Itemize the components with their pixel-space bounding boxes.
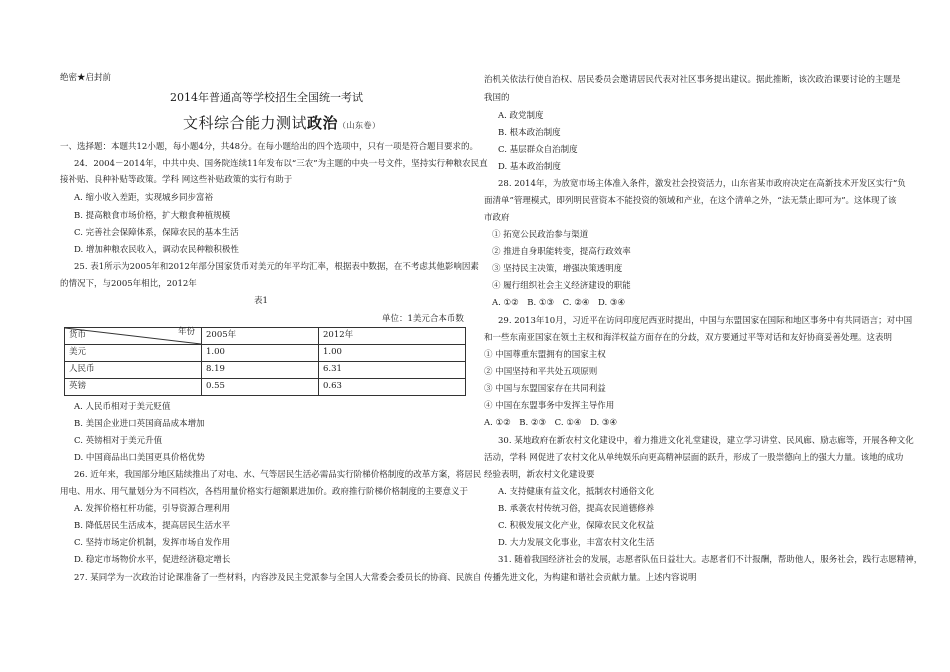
q28-item-3: ③ 坚持民主决策，增强决策透明度 (492, 264, 623, 274)
q30-option-c: C. 积极发展文化产业，保障农民文化权益 (498, 521, 655, 531)
header-year-2012: 2012年 (319, 328, 466, 345)
q25-stem-line-1: 25. 表1所示为2005年和2012年部分国家货币对美元的年平均汇率，根据表中数据，在不考虑其他影响因素 (74, 262, 479, 272)
q27-option-a: A. 政党制度 (498, 111, 544, 121)
q25-option-a: A. 人民币相对于美元贬值 (74, 402, 171, 412)
q28-options: A. ①② B. ①③ C. ②④ D. ③④ (492, 298, 626, 308)
q28-item-4: ④ 履行组织社会主义经济建设的职能 (492, 281, 631, 291)
q29-item-4: ④ 中国在东盟事务中发挥主导作用 (484, 401, 615, 411)
q30-stem-line-1: 30. 某地政府在新农村文化建设中，着力推进文化礼堂建设，建立学习讲堂、民风廊、励志廊等，开展各种文化 (498, 436, 914, 446)
header-year-2005: 2005年 (202, 328, 319, 345)
q25-option-d: D. 中国商品出口美国更具价格优势 (74, 453, 205, 463)
rate-2012: 0.63 (319, 379, 466, 396)
table-row (65, 362, 466, 379)
q31-stem-line-2: 传播先进文化，为构建和谐社会贡献力量。上述内容说明 (484, 573, 697, 583)
q24-option-d: D. 增加种粮农民收入，调动农民种粮积极性 (74, 245, 239, 255)
q27-option-c: C. 基层群众自治制度 (498, 145, 578, 155)
table-unit: 单位：1美元合本币数 (382, 314, 464, 324)
confidential-mark: 绝密★启封前 (60, 73, 112, 83)
table-row (65, 345, 466, 362)
q27-stem-line-1: 27. 某同学为一次政治讨论课准备了一些材料，内容涉及民主党派参与全国人大常委会委员长的协商、民族自 (74, 573, 482, 583)
q28-stem-line-1: 28. 2014年，为放宽市场主体准入条件，激发社会投资活力，山东省某市政府决定在高新技术开发区实行“负 (498, 179, 906, 189)
q30-option-d: D. 大力发展文化事业，丰富农村文化生活 (498, 538, 655, 548)
q29-options: A. ①② B. ②③ C. ①④ D. ③④ (484, 418, 618, 428)
currency-name: 人民币 (65, 362, 202, 379)
header-col-label: 年份 (177, 327, 195, 337)
q25-option-c: C. 英镑相对于美元升值 (74, 436, 163, 446)
q27-option-b: B. 根本政治制度 (498, 128, 561, 138)
q30-option-a: A. 支持健康有益文化，抵制农村通俗文化 (498, 487, 655, 497)
q30-option-b: B. 承袭农村传统习俗，提高农民道德修养 (498, 504, 655, 514)
q25-option-b: B. 美国企业进口英国商品成本增加 (74, 419, 205, 429)
rate-2005: 1.00 (202, 345, 319, 362)
q28-item-2: ② 推进自身职能转变，提高行政效率 (492, 247, 631, 257)
section-instructions: 一、选择题：本题共12小题，每小题4分，共48分。在每小题给出的四个选项中，只有一项是符合题目要求的。 (60, 142, 479, 152)
q26-option-c: C. 坚持市场定价机制，发挥市场自发作用 (74, 538, 231, 548)
table-row (65, 379, 466, 396)
currency-name: 英镑 (65, 379, 202, 396)
exchange-rate-table (64, 327, 466, 396)
q24-option-b: B. 提高粮食市场价格，扩大粮食种植规模 (74, 211, 231, 221)
q26-option-a: A. 发挥价格杠杆功能，引导资源合理利用 (74, 504, 231, 514)
q30-stem-line-3: 经验表明，新农村文化建设要 (484, 470, 595, 480)
q26-stem-line-1: 26. 近年来，我国部分地区陆续推出了对电、水、气等居民生活必需品实行阶梯价格制度的改革方案，将居民 (74, 470, 482, 480)
q31-stem-line-1: 31. 随着我国经济社会的发展，志愿者队伍日益壮大。志愿者们不计报酬，帮助他人，服务社会，践行志愿精神， (498, 555, 923, 565)
q27-option-d: D. 基本政治制度 (498, 162, 561, 172)
q29-item-3: ③ 中国与东盟国家存在共同利益 (484, 384, 606, 394)
q26-option-d: D. 稳定市场物价水平，促进经济稳定增长 (74, 555, 231, 565)
q27-stem-line-2: 治机关依法行使自治权、居民委员会邀请居民代表对社区事务提出建议。据此推断，该次政治课要讨论的主题是 (484, 75, 901, 85)
currency-name: 美元 (65, 345, 202, 362)
q24-stem-line-2: 接补贴、良种补贴等政策。学科 网这些补贴政策的实行有助于 (60, 175, 293, 185)
q29-item-1: ① 中国尊重东盟拥有的国家主权 (484, 350, 606, 360)
table-caption: 表1 (254, 296, 268, 306)
q26-option-b: B. 降低居民生活成本，提高居民生活水平 (74, 521, 231, 531)
q29-stem-line-1: 29. 2013年10月，习近平在访问印度尼西亚时提出，中国与东盟国家在国际和地区事务中有共同语言；对中国 (498, 316, 913, 326)
q24-stem-line-1: 24．2004－2014年，中共中央、国务院连续11年发布以“三农”为主题的中央一号文件，坚持实行种粮农民直 (74, 159, 488, 169)
rate-2005: 8.19 (202, 362, 319, 379)
q29-item-2: ② 中国坚持和平共处五项原则 (484, 367, 598, 377)
q28-stem-line-2: 面清单”管理模式，即列明民营资本不能投资的领域和产业，在这个清单之外，“法无禁止即可为”。这体现了该 (484, 196, 897, 206)
q25-stem-line-2: 的情况下，与2005年相比，2012年 (60, 279, 197, 289)
exam-title: 2014年普通高等学校招生全国统一考试 (170, 91, 363, 104)
q24-option-a: A. 缩小收入差距，实现城乡同步富裕 (74, 193, 214, 203)
rate-2012: 1.00 (319, 345, 466, 362)
q24-option-c: C. 完善社会保障体系，保障农民的基本生活 (74, 228, 239, 238)
rate-2005: 0.55 (202, 379, 319, 396)
q28-item-1: ① 拓宽公民政治参与渠道 (492, 230, 589, 240)
table-header-row (65, 328, 466, 345)
q27-stem-line-3: 我国的 (484, 93, 510, 103)
q28-stem-line-3: 市政府 (484, 213, 510, 223)
subject-title: 文科综合能力测试政治（山东卷） (183, 114, 381, 132)
q26-stem-line-2: 用电、用水、用气量划分为不同档次，各档用量价格实行超额累进加价。政府推行阶梯价格制度的主要意义于 (60, 487, 469, 497)
rate-2012: 6.31 (319, 362, 466, 379)
table-diagonal-header (65, 328, 202, 345)
header-row-label: 货币 (69, 330, 87, 340)
q30-stem-line-2: 活动，学科 网促进了农村文化从单纯娱乐向更高精神层面的跃升，形成了一股崇德向上的强大力量。该地的成功 (484, 453, 904, 463)
q29-stem-line-2: 和一些东南亚国家在领土主权和海洋权益方面存在的分歧，双方要通过平等对话和友好协商妥善处理。这表明 (484, 333, 893, 343)
